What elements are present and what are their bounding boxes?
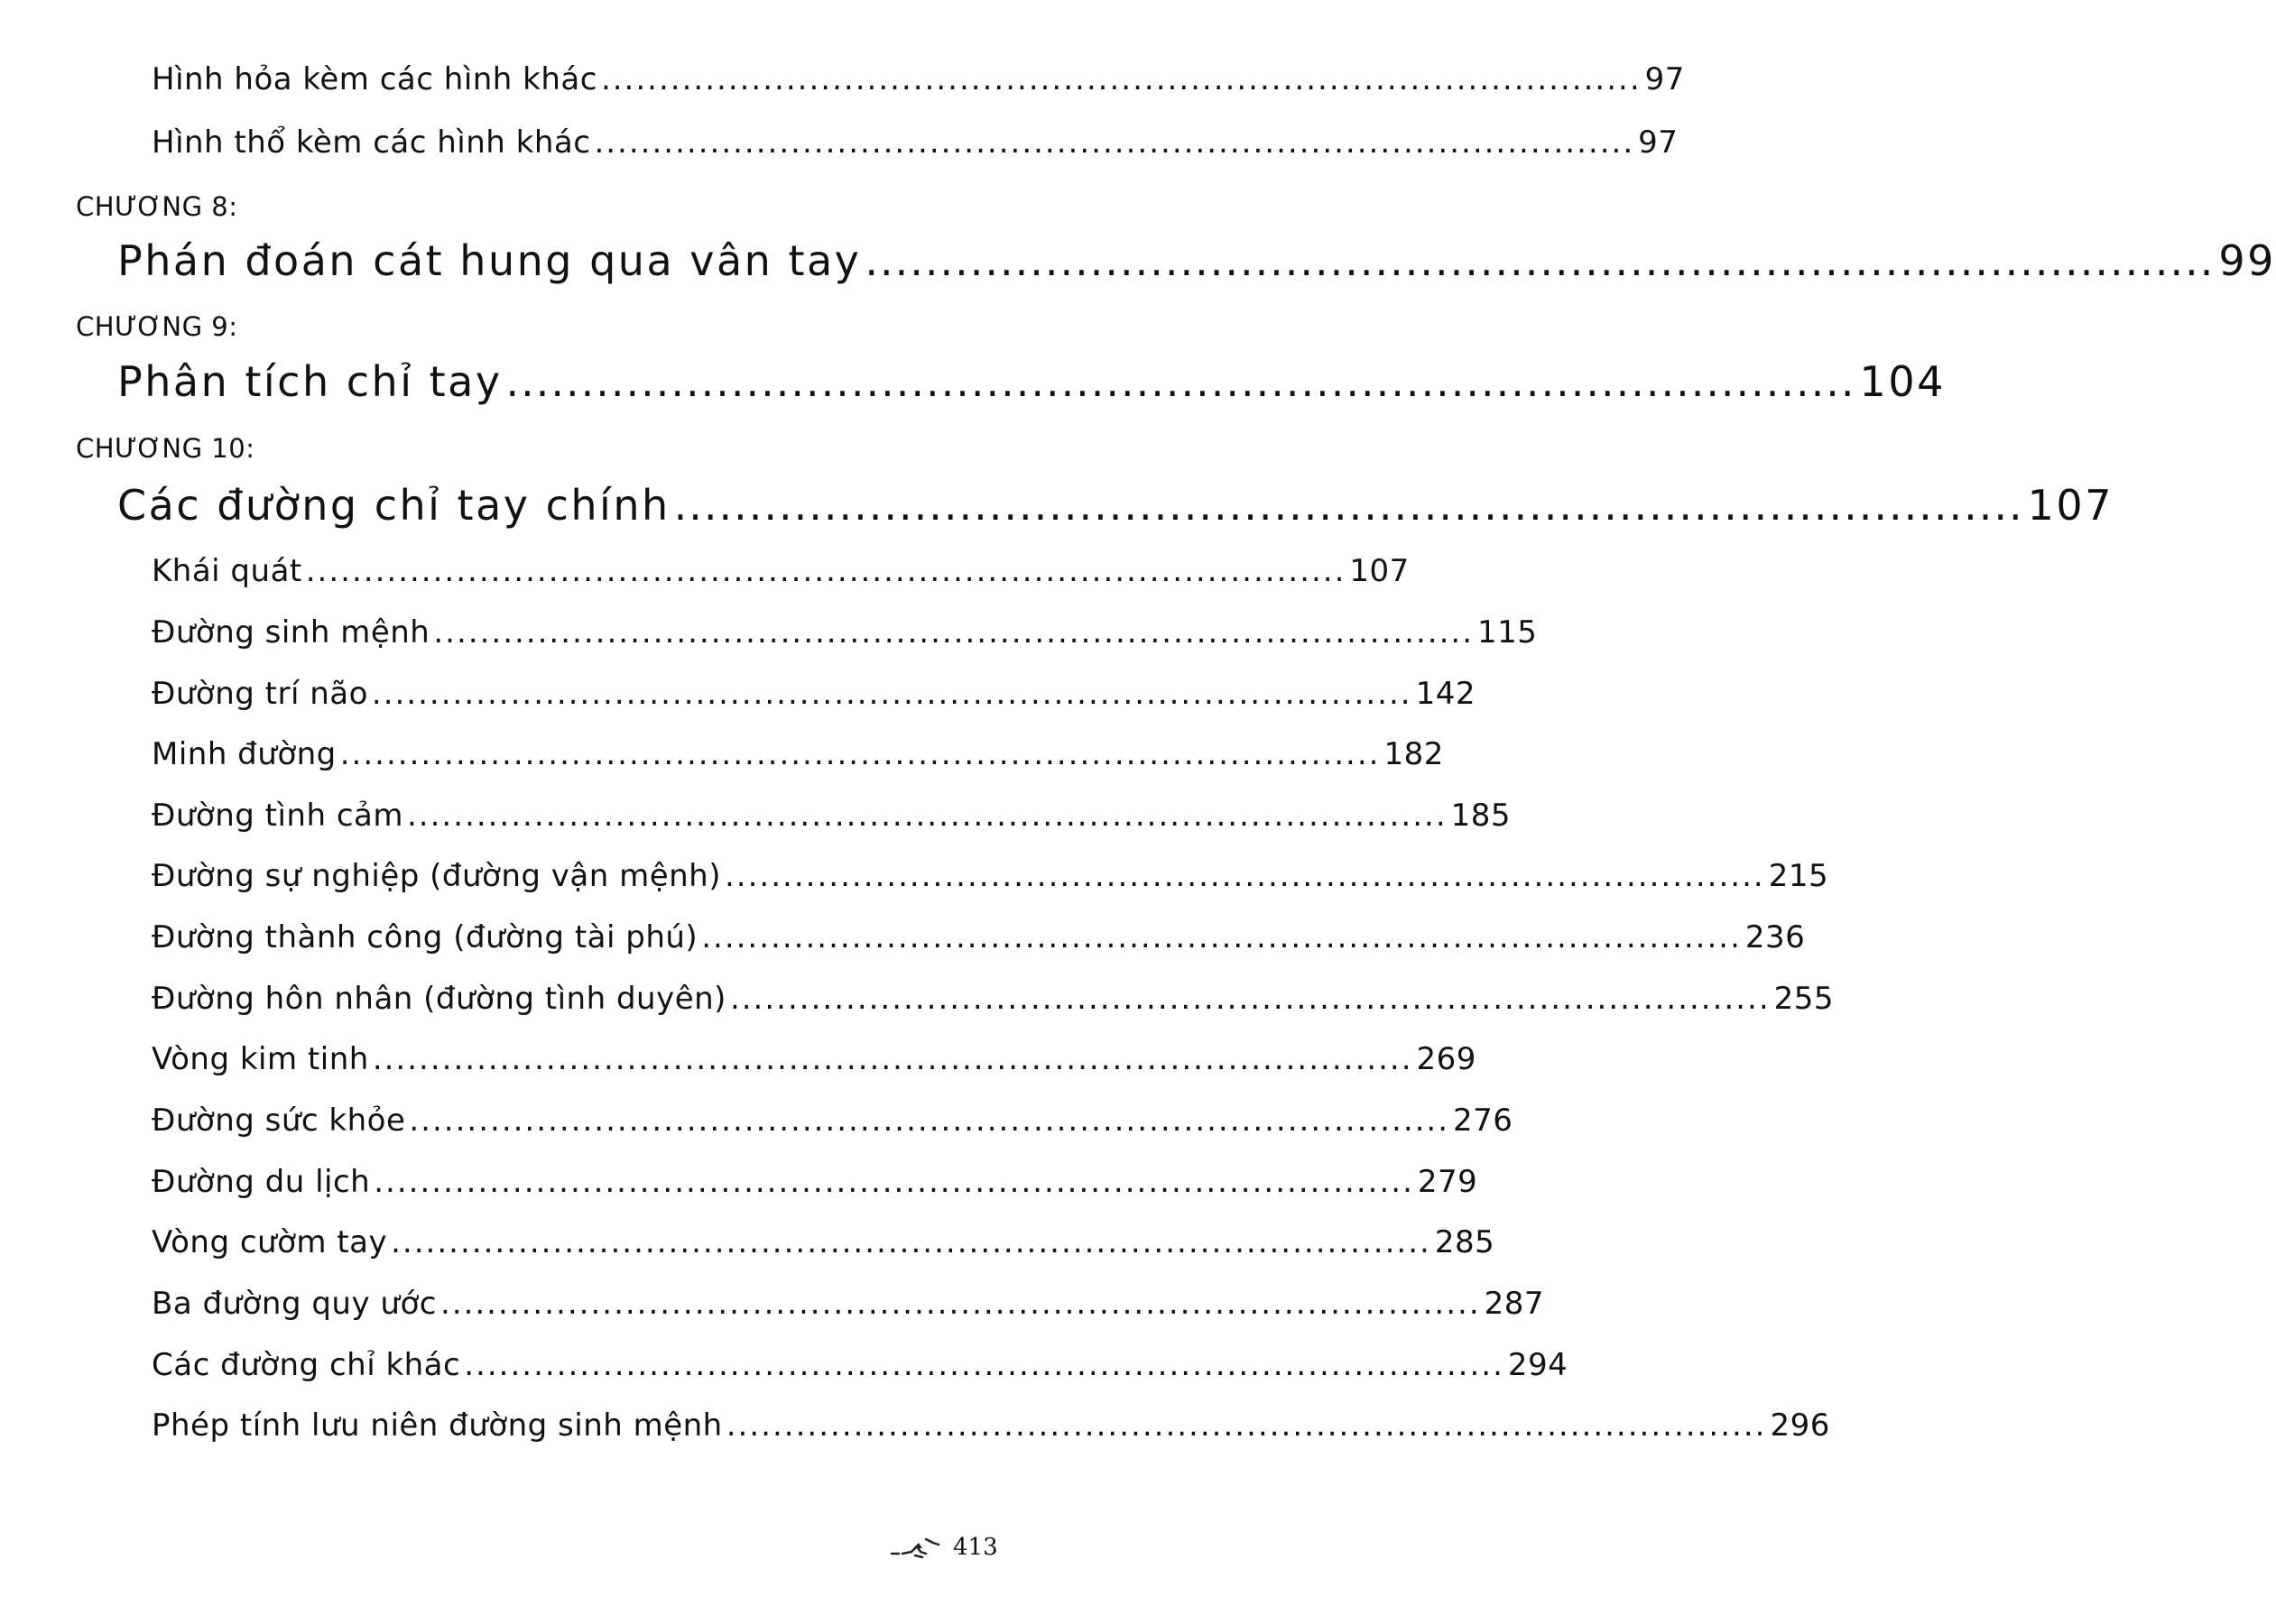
entry-title: Ba đường quy ước	[152, 1286, 437, 1322]
toc-entry	[152, 676, 1476, 712]
entry-title: Các đường chỉ khác	[152, 1347, 461, 1383]
dot-leader: ..........................................................................................	[505, 357, 1856, 406]
entry-page: 215	[1768, 858, 1829, 894]
entry-title: Hình hỏa kèm các hình khác	[152, 61, 597, 97]
chapter-title-entry	[117, 236, 2276, 285]
entry-page: 142	[1415, 676, 1476, 712]
dot-leader: ..........................................................................................	[374, 1164, 1414, 1200]
entry-title: Vòng cườm tay	[152, 1224, 388, 1260]
dot-leader: ..........................................................................................	[729, 981, 1771, 1017]
toc-entry	[152, 1103, 1513, 1139]
entry-page: 285	[1434, 1224, 1495, 1260]
chapter-page: 104	[1859, 357, 1946, 406]
entry-page: 255	[1773, 981, 1835, 1017]
entry-title: Minh đường	[152, 736, 337, 772]
entry-page: 276	[1453, 1103, 1513, 1139]
dot-leader: ..........................................................................................	[701, 919, 1742, 955]
entry-title: Đường trí não	[152, 676, 368, 712]
dot-leader: ..........................................................................................	[305, 553, 1346, 589]
dot-leader: ..........................................................................................	[726, 1407, 1767, 1444]
entry-page: 182	[1383, 736, 1444, 772]
dot-leader: ..........................................................................................	[372, 1041, 1413, 1077]
entry-page: 296	[1770, 1407, 1830, 1444]
dot-leader: ..........................................................................................	[673, 481, 2024, 530]
dot-leader: ..........................................................................................	[409, 1103, 1450, 1139]
chapter-page: 99	[2218, 236, 2276, 285]
toc-entry	[152, 1347, 1568, 1383]
dot-leader: ..........................................................................................	[865, 236, 2216, 285]
chapter-label: CHƯƠNG 9:	[76, 311, 238, 342]
entry-page: 107	[1349, 553, 1410, 589]
page-footer	[890, 1534, 998, 1561]
entry-page: 279	[1417, 1164, 1478, 1200]
chapter-title: Phán đoán cát hung qua vân tay	[117, 236, 862, 285]
toc-entry	[152, 736, 1444, 772]
chapter-title: Phân tích chỉ tay	[117, 357, 503, 406]
entry-page: 236	[1744, 919, 1806, 955]
dot-leader: ..........................................................................................	[391, 1224, 1431, 1260]
dot-leader: ..........................................................................................	[600, 61, 1642, 97]
chapter-title: Các đường chỉ tay chính	[117, 481, 671, 530]
chapter-title-entry	[117, 357, 1946, 406]
entry-title: Đường hôn nhân (đường tình duyên)	[152, 981, 726, 1017]
dot-leader: ..........................................................................................	[339, 736, 1381, 772]
entry-page: 97	[1638, 125, 1679, 161]
toc-entry	[152, 919, 1806, 955]
entry-page: 97	[1644, 61, 1685, 97]
toc-entry	[152, 1164, 1478, 1200]
entry-title: Khái quát	[152, 553, 302, 589]
dot-leader: ..........................................................................................	[371, 676, 1412, 712]
toc-entry	[152, 125, 1679, 161]
dot-leader: ..........................................................................................	[594, 125, 1635, 161]
dot-leader: ..........................................................................................	[406, 798, 1448, 834]
entry-page: 287	[1484, 1286, 1545, 1322]
chapter-page: 107	[2027, 481, 2114, 530]
ornament-icon	[890, 1534, 944, 1561]
entry-title: Đường sự nghiệp (đường vận mệnh)	[152, 858, 721, 894]
entry-title: Đường sức khỏe	[152, 1103, 406, 1139]
toc-entry	[152, 61, 1685, 97]
toc-entry	[152, 1041, 1476, 1077]
entry-title: Vòng kim tinh	[152, 1041, 369, 1077]
toc-entry	[152, 1286, 1545, 1322]
dot-leader: ..........................................................................................	[433, 614, 1475, 651]
entry-page: 115	[1477, 614, 1538, 651]
toc-entry	[152, 614, 1538, 651]
page-number: 413	[953, 1534, 998, 1561]
dot-leader: ..........................................................................................	[439, 1286, 1481, 1322]
toc-entry	[152, 798, 1512, 834]
toc-entry	[152, 981, 1835, 1017]
toc-entry	[152, 1224, 1495, 1260]
entry-title: Hình thổ kèm các hình khác	[152, 125, 591, 161]
dot-leader: ..........................................................................................	[464, 1347, 1504, 1383]
entry-page: 269	[1416, 1041, 1476, 1077]
chapter-title-entry	[117, 481, 2114, 530]
entry-title: Phép tính lưu niên đường sinh mệnh	[152, 1407, 723, 1444]
entry-title: Đường tình cảm	[152, 798, 403, 834]
entry-title: Đường du lịch	[152, 1164, 371, 1200]
toc-entry	[152, 1407, 1830, 1444]
dot-leader: ..........................................................................................	[725, 858, 1765, 894]
entry-page: 185	[1450, 798, 1512, 834]
entry-title: Đường thành công (đường tài phú)	[152, 919, 699, 955]
chapter-label: CHƯƠNG 8:	[76, 191, 238, 222]
entry-title: Đường sinh mệnh	[152, 614, 430, 651]
toc-entry	[152, 858, 1829, 894]
toc-entry	[152, 553, 1410, 589]
entry-page: 294	[1507, 1347, 1568, 1383]
chapter-label: CHƯƠNG 10:	[76, 433, 255, 464]
